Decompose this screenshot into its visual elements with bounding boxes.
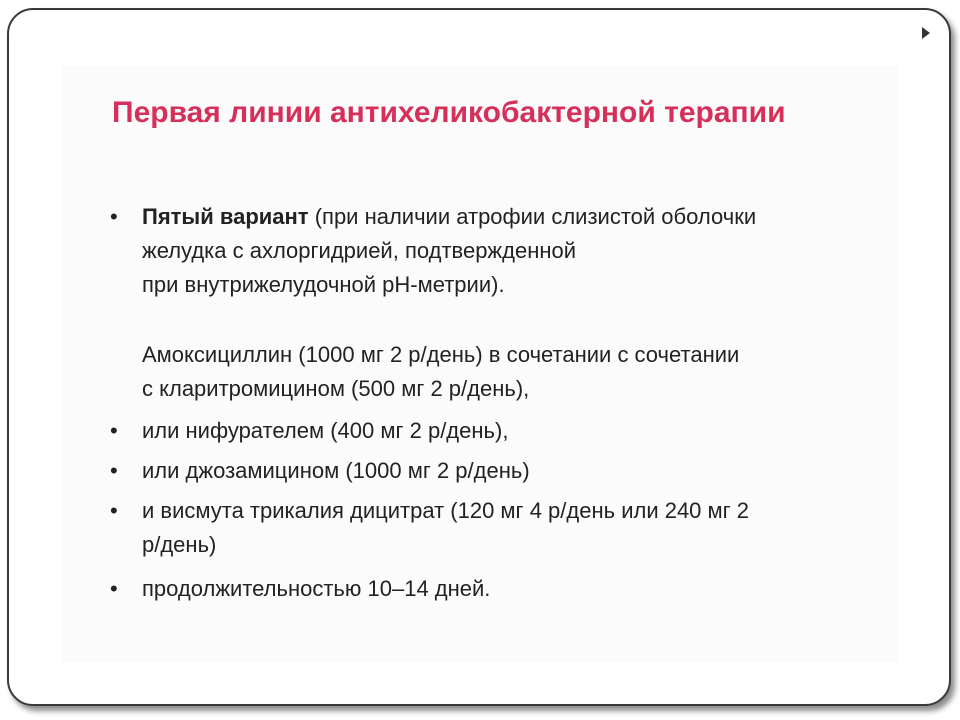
variant-condition-line2: желудка с ахлоргидрией, подтвержденной	[142, 238, 577, 263]
bullet-marker: •	[110, 418, 118, 443]
bismuth-line2: р/день)	[142, 532, 217, 557]
bismuth-line1: и висмута трикалия дицитрат (120 мг 4 р/день или 240 мг 2	[142, 498, 750, 523]
amoxicillin-line1: Амоксициллин (1000 мг 2 р/день) в сочетании с сочетании	[142, 342, 740, 367]
list-item-nifuratel: или нифурателем (400 мг 2 р/день),	[142, 418, 509, 443]
variant-condition-line3: при внутрижелудочной рН-метрии).	[142, 272, 505, 297]
arrow-right-icon	[921, 26, 931, 40]
bullet-marker: •	[110, 576, 118, 601]
list-item-amoxicillin	[142, 338, 882, 406]
list-item-duration: продолжительностью 10–14 дней.	[142, 576, 491, 601]
bullet-marker: •	[110, 458, 118, 483]
bullet-marker: •	[110, 498, 118, 523]
variant-label: Пятый вариант	[142, 204, 309, 229]
slide-title: Первая линии антихеликобактерной терапии	[112, 96, 786, 129]
list-item-bismuth	[142, 494, 882, 562]
list-item-josamycin: или джозамицином (1000 мг 2 р/день)	[142, 458, 530, 483]
amoxicillin-line2: с кларитромицином (500 мг 2 р/день),	[142, 376, 530, 401]
bullet-marker: •	[110, 204, 118, 229]
list-item-variant	[142, 200, 882, 302]
variant-condition: (при наличии атрофии слизистой оболочки	[308, 204, 757, 229]
